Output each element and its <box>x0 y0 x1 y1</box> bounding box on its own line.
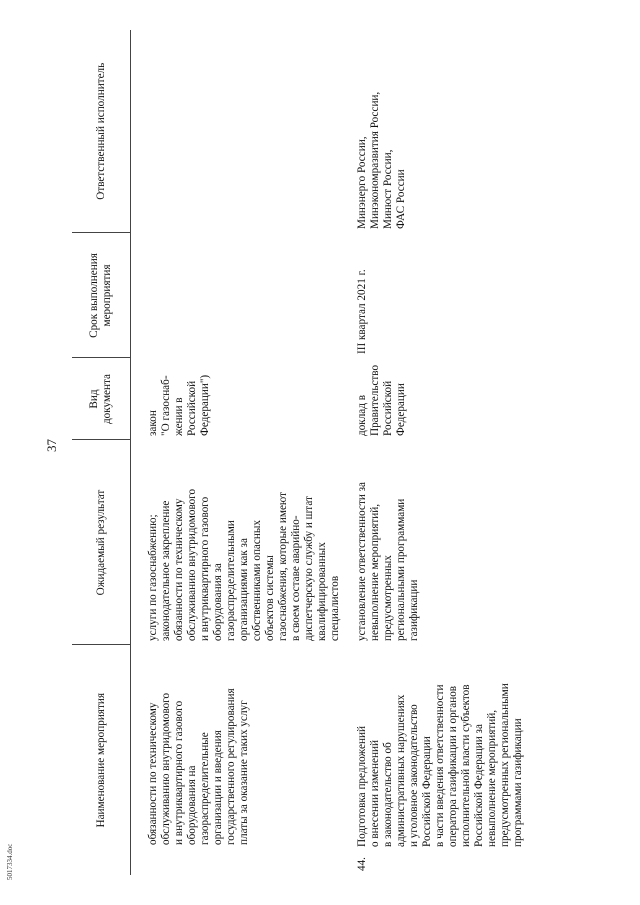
cell-executor <box>342 30 525 233</box>
text-line: газификации <box>408 579 420 641</box>
header-executor: Ответственный исполнитель <box>72 30 131 233</box>
cell-result <box>131 440 343 645</box>
text-line: жении в <box>173 397 185 436</box>
text-line: региональными программами <box>395 498 407 641</box>
cell-executor <box>131 30 343 233</box>
text-line: Российской <box>186 380 198 436</box>
measures-table <box>72 30 525 875</box>
text-line: Федерации <box>395 383 407 436</box>
text-line: газораспределительные <box>199 732 211 845</box>
text-line: ФАС России <box>395 169 407 229</box>
document-code: 5017334.doc <box>6 843 14 880</box>
text-line: Федерации") <box>199 374 211 436</box>
header-doc-type: Вид документа <box>72 358 131 440</box>
text-line: Минэкономразвития России, <box>369 91 381 229</box>
text-line: невыполнение мероприятий, <box>369 503 381 641</box>
lines <box>356 362 408 436</box>
header-result: Ожидаемый результат <box>72 440 131 645</box>
text-line: доклад в <box>356 394 368 436</box>
text-line: обслуживанию внутридомового <box>160 692 172 845</box>
text-line: Российской Федерации <box>421 736 433 847</box>
lines <box>356 34 408 229</box>
text-line: газораспределительными <box>225 520 237 641</box>
text-line: оборудования на <box>186 765 198 845</box>
text-line: собственниками опасных <box>251 520 263 641</box>
text-line: организации и введения <box>212 730 224 845</box>
cell-result <box>342 440 525 645</box>
text-line: платы за оказание таких услуг <box>238 700 250 845</box>
table-header-row <box>72 30 131 875</box>
text-line: услуги по газоснабжению; <box>147 514 159 641</box>
text-line: о внесении изменений <box>369 740 381 847</box>
text-line: Подготовка предложений <box>356 726 368 847</box>
text-line: и внутриквартирного газового <box>199 496 211 641</box>
text-line: исполнительной власти субъектов <box>460 684 472 847</box>
lines <box>356 237 369 354</box>
text-line: оператора газификации и органов <box>447 685 459 847</box>
table-row-44 <box>342 30 525 875</box>
text-line: организациями как за <box>238 538 250 641</box>
text-line: программами газификации <box>512 718 524 847</box>
text-line: и уголовное законодательство <box>408 704 420 847</box>
text-line: оборудования за <box>212 563 224 641</box>
text-line: Российской Федерации за <box>473 724 485 847</box>
lines <box>356 444 421 641</box>
cell-name <box>131 645 343 875</box>
text-line: обязанности по техническому <box>173 498 185 641</box>
text-line: невыполнение мероприятий, <box>486 709 498 847</box>
text-line: квалифицированных <box>316 542 328 641</box>
text-line: установление ответственности за <box>356 481 368 641</box>
text-line: III квартал 2021 г. <box>356 269 368 354</box>
text-line: в своем составе аварийно- <box>290 515 302 641</box>
text-line: законодательное закрепление <box>160 500 172 641</box>
text-line: Российской <box>382 380 394 436</box>
cell-term <box>342 233 525 358</box>
cell-doc-type <box>131 358 343 440</box>
table-row-continued <box>131 30 343 875</box>
text-line: специалистов <box>329 575 341 641</box>
text-line: в законодательство об <box>382 742 394 847</box>
text-line: Минюст России, <box>382 149 394 229</box>
text-line: и внутриквартирного газового <box>173 700 185 845</box>
header-term: Срок выполнения мероприятия <box>72 233 131 358</box>
text-line: обслуживанию внутридомового <box>186 488 198 641</box>
lines <box>356 649 525 847</box>
text-line: Правительство <box>369 364 381 436</box>
cell-doc-type <box>342 358 525 440</box>
text-line: закон <box>147 410 159 436</box>
row-number: 44. <box>356 857 368 871</box>
text-line: обязанности по техническому <box>147 702 159 845</box>
text-line: предусмотренных региональными <box>499 683 511 847</box>
text-line: диспетчерскую службу и штат <box>303 496 315 641</box>
text-line: Минэнерго России, <box>356 136 368 229</box>
text-line: в части введения ответственности <box>434 684 446 847</box>
text-line: объектов системы <box>264 555 276 641</box>
lines <box>147 362 212 436</box>
header-name: Наименование мероприятия <box>72 645 131 875</box>
cell-term <box>131 233 343 358</box>
text-line: административных нарушениях <box>395 694 407 847</box>
text-line: государственного регулирования <box>225 688 237 845</box>
text-line: газоснабжения, которые имеют <box>277 491 289 641</box>
text-line: "О газоснаб- <box>160 375 172 436</box>
lines <box>147 444 342 641</box>
cell-name <box>342 645 525 875</box>
lines <box>147 649 251 871</box>
text-line: предусмотренных <box>382 555 394 641</box>
rotated-table-container <box>72 30 612 875</box>
